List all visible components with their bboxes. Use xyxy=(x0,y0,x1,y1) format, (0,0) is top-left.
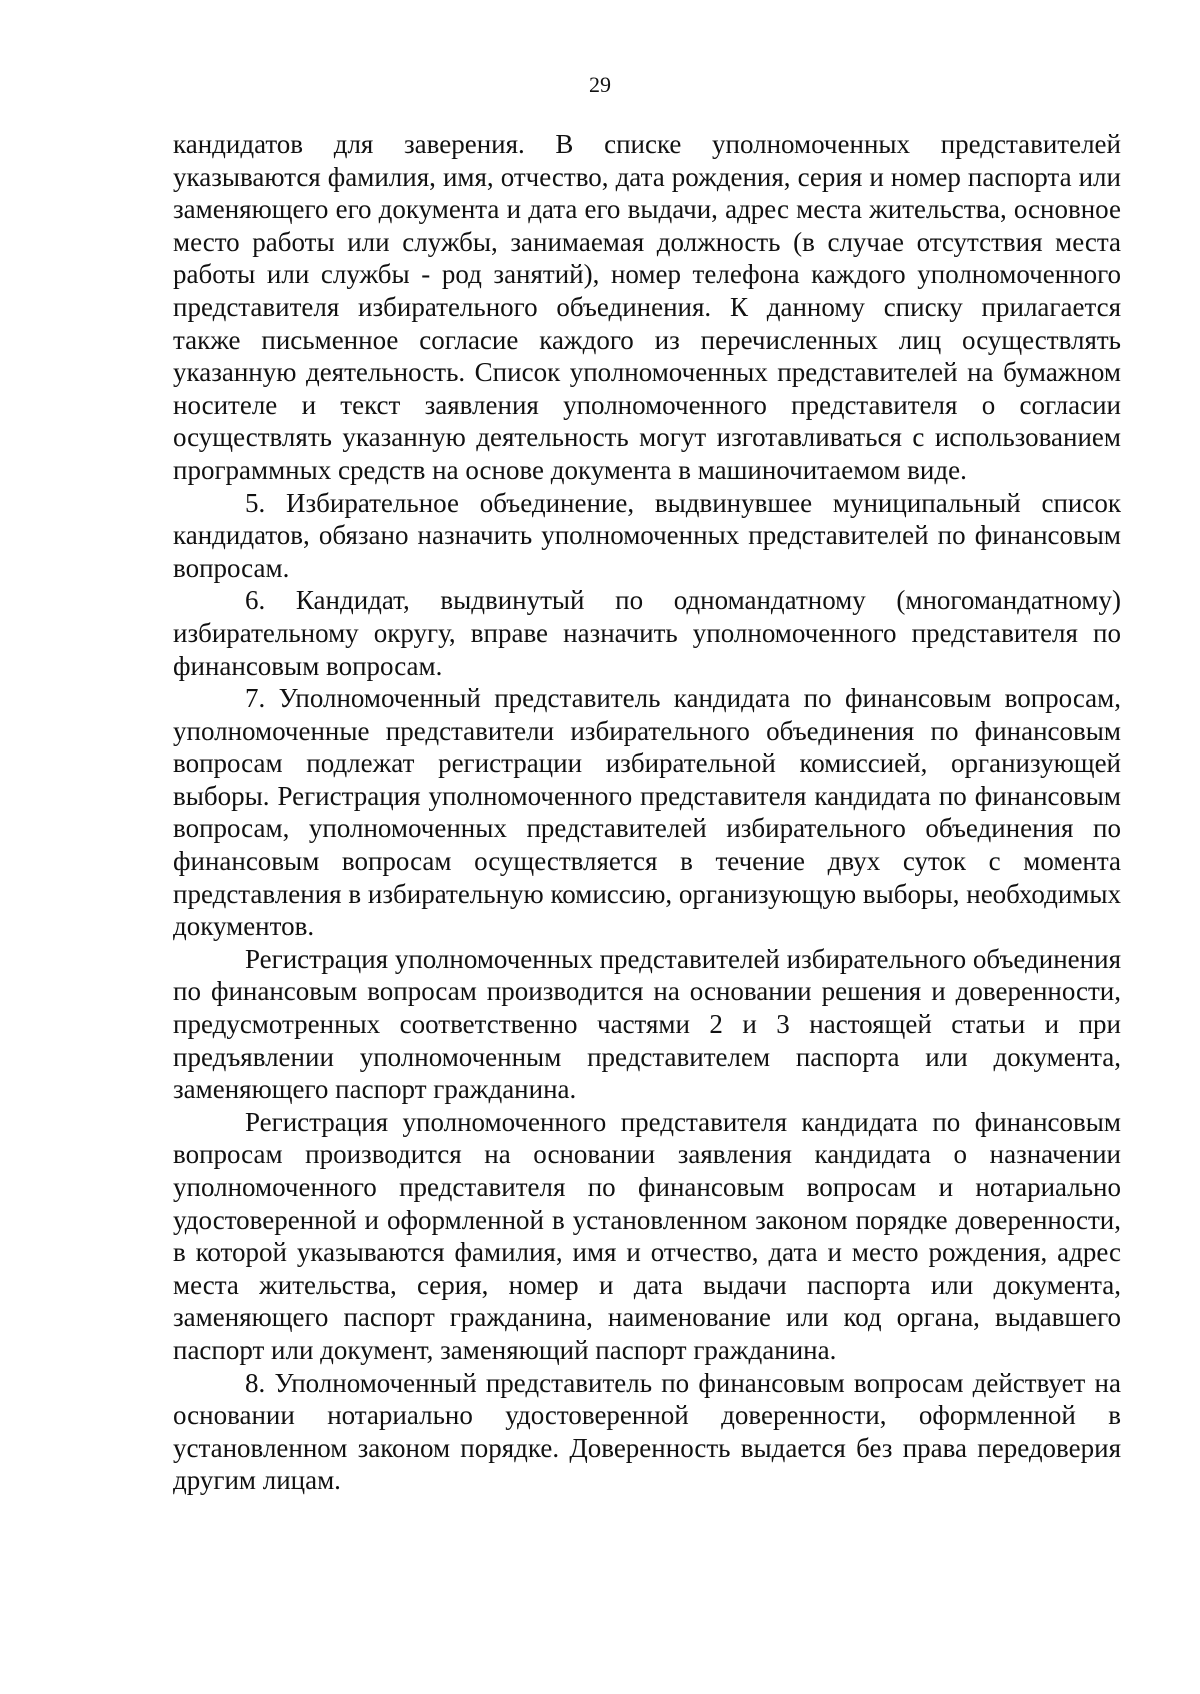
page-number: 29 xyxy=(589,72,611,97)
paragraph-registration-candidate: Регистрация уполномоченного представителя кандидата по финансовым вопросам производится на основании заявления кандидата о назначении уполномоченного представителя по финансовым вопросам и нотариально удостоверенной и оформленной в установленном законом порядке доверенности, в которой указываются фамилия, имя и отчество, дата и место рождения, адрес места жительства, серия, номер и дата выдачи паспорта или документа, заменяющего паспорт гражданина, наименование или код органа, выдавшего паспорт или документ, заменяющий паспорт гражданина. xyxy=(173,1106,1121,1365)
paragraph-item-8: 8. Уполномоченный представитель по финансовым вопросам действует на основании нотариально удостоверенной доверенности, оформленной в установленном законом порядке. Доверенность выдается без права передоверия другим лицам. xyxy=(173,1367,1121,1496)
paragraph-continuation: кандидатов для заверения. В списке уполномоченных представителей указываются фамилия, имя, отчество, дата рождения, серия и номер паспорта или заменяющего его документа и дата его выдачи, адрес места жительства, основное место работы или службы, занимаемая должность (в случае отсутствия места работы или службы - род занятий), номер телефона каждого уполномоченного представителя избирательного объединения. К данному списку прилагается также письменное согласие каждого из перечисленных лиц осуществлять указанную деятельность. Список уполномоченных представителей на бумажном носителе и текст заявления уполномоченного представителя о согласии осуществлять указанную деятельность могут изготавливаться с использованием программных средств на основе документа в машиночитаемом виде. xyxy=(173,129,1121,485)
document-body xyxy=(173,128,1121,1497)
paragraph-item-7: 7. Уполномоченный представитель кандидата по финансовым вопросам, уполномоченные представители избирательного объединения по финансовым вопросам подлежат регистрации избирательной комиссией, организующей выборы. Регистрация уполномоченного представителя кандидата по финансовым вопросам, уполномоченных представителей избирательного объединения по финансовым вопросам осуществляется в течение двух суток с момента представления в избирательную комиссию, организующую выборы, необходимых документов. xyxy=(173,683,1121,942)
paragraph-registration-party: Регистрация уполномоченных представителей избирательного объединения по финансовым вопросам производится на основании решения и доверенности, предусмотренных соответственно частями 2 и 3 настоящей статьи и при предъявлении уполномоченным представителем паспорта или документа, заменяющего паспорт гражданина. xyxy=(173,943,1121,1105)
paragraph-item-5: 5. Избирательное объединение, выдвинувшее муниципальный список кандидатов, обязано назначить уполномоченных представителей по финансовым вопросам. xyxy=(173,487,1121,583)
paragraph-item-6: 6. Кандидат, выдвинутый по одномандатному (многомандатному) избирательному округу, вправе назначить уполномоченного представителя по финансовым вопросам. xyxy=(173,585,1121,681)
